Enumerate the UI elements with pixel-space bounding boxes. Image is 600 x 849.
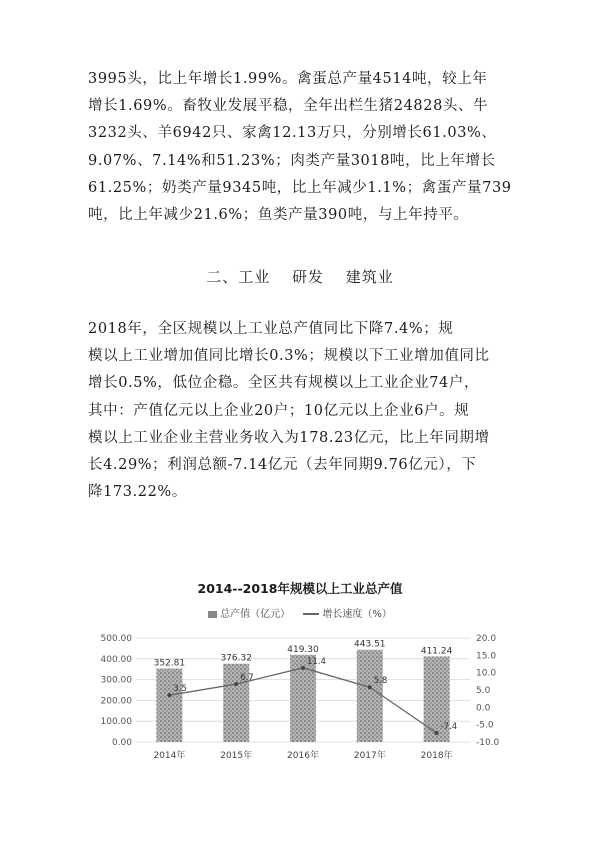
line-data-label: 5.8 [373,676,388,687]
y-left-tick-label: 0.00 [111,738,132,748]
x-tick-label: 2018年 [420,751,453,761]
y-right-tick-label: 20.0 [476,634,497,644]
chart-title: 2014--2018年规模以上工业总产值 [197,581,403,596]
industry-paragraph-line: 2018年，全区规模以上工业总产值同比下降7.4%；规 [88,321,454,337]
agriculture-paragraph-line: 61.25%；奶类产量9345吨，比上年减少1.1%；禽蛋产量739 [88,179,512,196]
legend-item-line: 增长速度（%） [322,609,392,620]
x-tick-label: 2014年 [153,751,186,761]
industry-paragraph-line: 长4.29%；利润总额-7.14亿元（去年同期9.76亿元），下 [88,456,477,473]
bar-data-label: 419.30 [287,644,319,655]
growth-point [167,693,171,697]
y-right-tick-label: -10.0 [476,738,500,748]
agriculture-paragraph-line: 吨，比上年减少21.6%；鱼类产量390吨，与上年持平。 [88,206,469,223]
industry-paragraph-line: 增长0.5%，低位企稳。全区共有规模以上工业企业74户， [88,375,480,392]
x-tick-label: 2016年 [287,751,319,761]
agriculture-paragraph [88,66,520,229]
x-tick-label: 2017年 [353,751,386,761]
section-heading [0,266,600,287]
y-left-tick-label: 300.00 [100,675,132,686]
industrial-output-chart [88,620,508,770]
growth-point [234,682,238,686]
agriculture-paragraph-line: 3995头，比上年增长1.99%。禽蛋总产量4514吨，较上年 [88,71,488,87]
bar [156,669,182,742]
x-tick-label: 2015年 [220,751,253,761]
y-left-tick-label: 400.00 [100,654,132,665]
bar-data-label: 376.32 [220,653,252,664]
y-left-tick-label: 100.00 [100,717,132,728]
y-right-tick-label: -5.0 [476,720,494,731]
bar-data-label: 443.51 [354,639,386,650]
heading-part-rnd: 研发 [291,268,324,286]
heading-part-industry: 二、工业 [206,268,271,286]
agriculture-paragraph-line: 增长1.69%。畜牧业发展平稳，全年出栏生猪24828头、牛 [88,98,489,115]
growth-point [368,685,372,689]
y-right-tick-label: 0.0 [476,703,491,714]
y-left-tick-label: 500.00 [100,634,132,644]
y-left-tick-label: 200.00 [100,696,132,707]
line-data-label: -7.4 [440,721,458,732]
line-data-label: 11.4 [307,656,326,667]
line-data-label: 6.7 [240,673,254,684]
y-right-tick-label: 5.0 [476,686,491,696]
industry-paragraph-line: 其中：产值亿元以上企业20户；10亿元以上企业6户。规 [88,402,470,419]
industry-paragraph-line: 降173.22%。 [88,484,187,501]
y-right-tick-label: 15.0 [476,651,497,662]
industry-paragraph-line: 模以上工业企业主营业务收入为178.23亿元，比上年同期增 [88,429,490,446]
legend-line-swatch [303,613,319,615]
agriculture-paragraph-line: 9.07%、7.14%和51.23%；肉类产量3018吨，比上年增长 [88,152,496,169]
agriculture-paragraph-line: 3232头、羊6942只、家禽12.13万只，分别增长61.03%、 [88,125,497,142]
bar-data-label: 411.24 [420,646,453,657]
heading-part-construction: 建筑业 [345,268,394,286]
industry-paragraph [88,316,520,506]
line-data-label: 3.5 [173,684,187,695]
y-right-tick-label: 10.0 [476,668,497,679]
bar-data-label: 352.81 [153,658,186,669]
legend-item-bar: 总产值（亿元） [220,609,291,620]
industry-paragraph-line: 模以上工业增加值同比增长0.3%；规模以下工业增加值同比 [88,348,490,365]
chart-legend [0,605,600,620]
growth-point [301,666,305,670]
bar [357,650,383,742]
growth-point [435,731,439,735]
legend-bar-swatch [208,611,217,618]
